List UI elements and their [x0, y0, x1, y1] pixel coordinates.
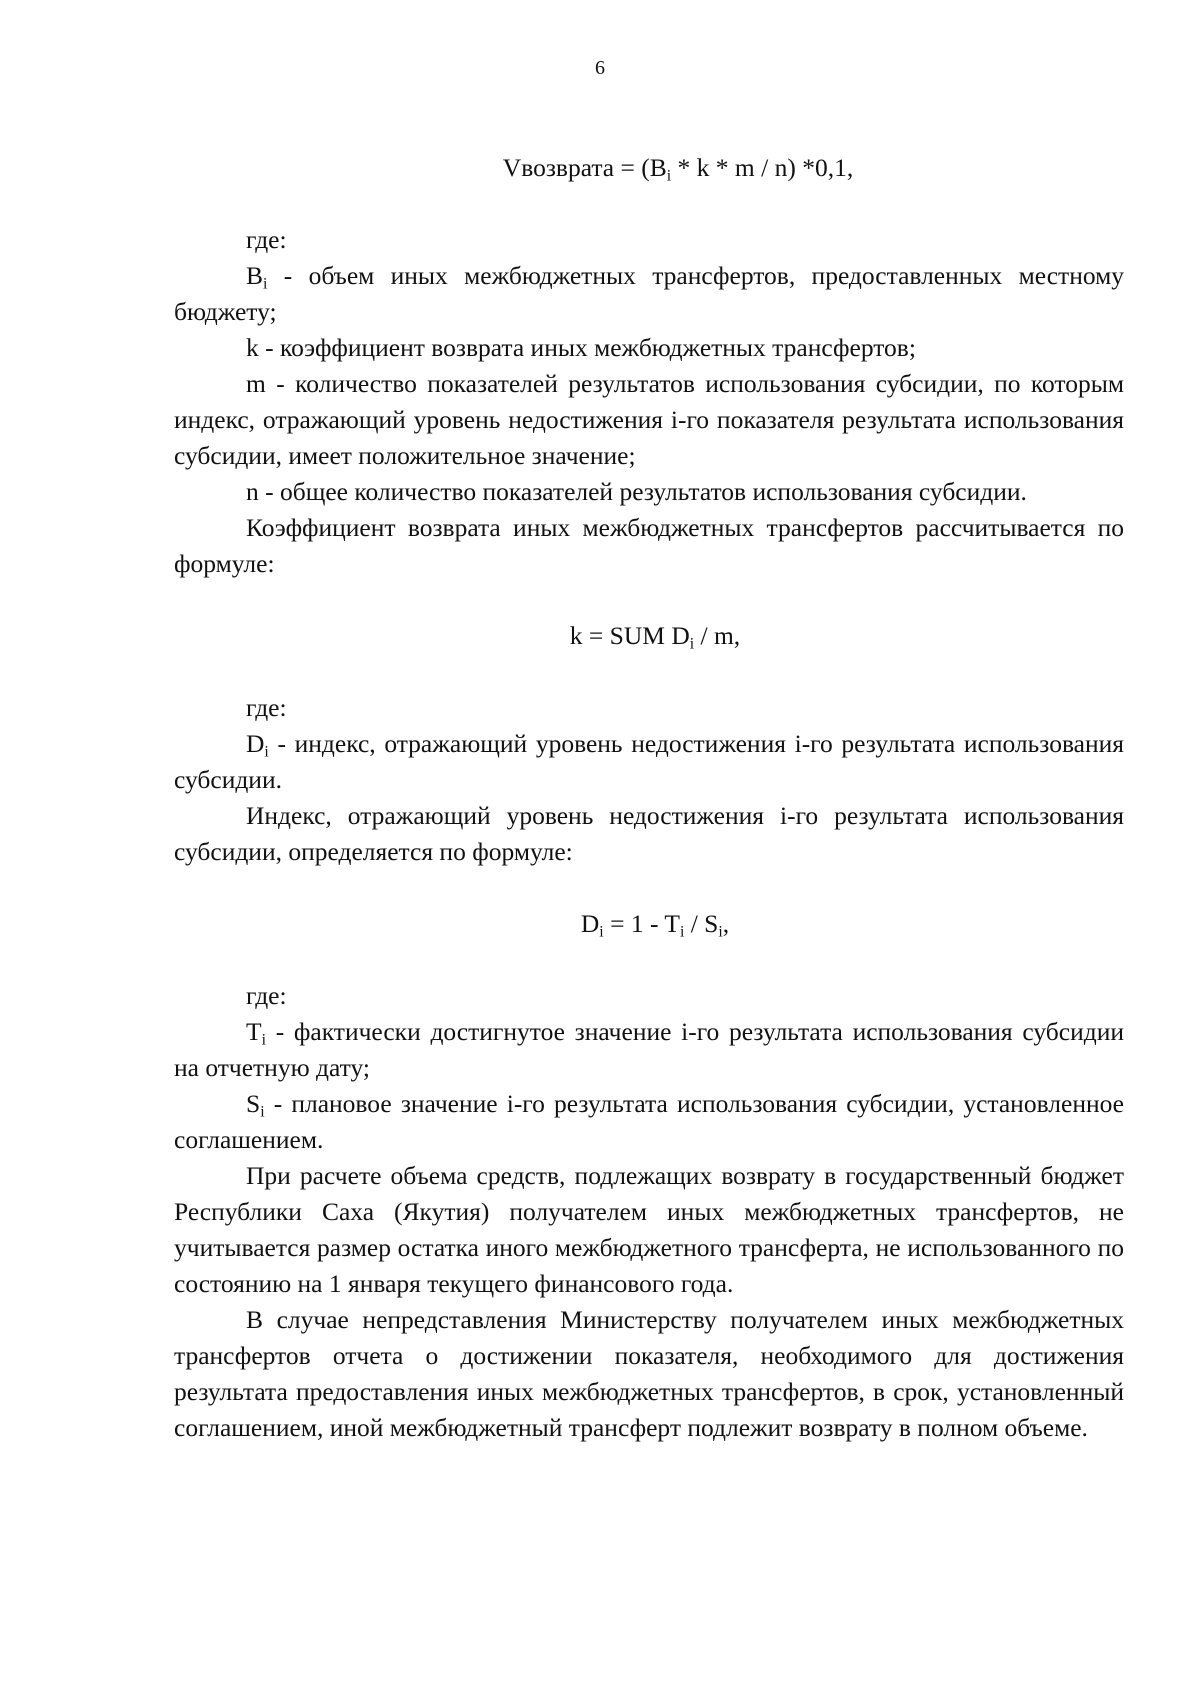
formula-index-sub-2: i — [679, 923, 685, 941]
formula-coefficient — [174, 618, 1124, 654]
spacer — [174, 870, 1124, 906]
formula-return-volume-right: * k * m / n) *0,1, — [671, 153, 854, 182]
definition-si-sub: i — [260, 1103, 265, 1121]
definition-m: m - количество показателей результатов использования субсидии, по которым индекс, отражающий уровень недостижения i-го показателя результата использования субсидии, имеет положительное значение; — [174, 369, 1124, 470]
definition-si-text: - плановое значение i-го результата использования субсидии, установленное соглашением. — [174, 1089, 1124, 1154]
formula-coefficient-left: k = SUM D — [569, 621, 690, 650]
paragraph-report: В случае непредставления Министерству получателем иных межбюджетных трансфертов отчета о достижении показателя, необходимого для достижения результата предоставления иных межбюджетных трансфертов, в срок, установленный соглашением, иной межбюджетный трансферт подлежит возврату в полном объеме. — [174, 1305, 1124, 1442]
formula-index-sub-1: i — [599, 923, 604, 941]
definition-si — [174, 1086, 1124, 1158]
definition-bi-text: - объем иных межбюджетных трансфертов, предоставленных местному бюджету; — [174, 261, 1124, 326]
formula-return-volume — [174, 150, 1124, 186]
definition-ti — [174, 1014, 1124, 1086]
definition-ti-text: - фактически достигнутое значение i-го результата использования субсидии на отчетную дату; — [174, 1017, 1124, 1082]
definition-di-sub: i — [264, 743, 269, 761]
formula-index-d: D — [580, 909, 600, 938]
formula-coefficient-sub: i — [689, 635, 695, 653]
definition-ti-sub: i — [261, 1031, 266, 1049]
page-number: 6 — [595, 57, 605, 79]
definition-k: k - коэффициент возврата иных межбюджетных трансфертов; — [246, 333, 916, 362]
paragraph-calculation: При расчете объема средств, подлежащих возврату в государственный бюджет Республики Саха (Якутия) получателем иных межбюджетных трансфертов, не учитывается размер остатка иного межбюджетного трансферта, не использованного по состоянию на 1 января текущего финансового года. — [174, 1161, 1124, 1298]
spacer — [174, 186, 1124, 222]
spacer — [174, 582, 1124, 618]
where-label-3: где: — [246, 981, 287, 1010]
formula-return-volume-left: Vвозврата = (B — [502, 153, 667, 182]
formula-index-mid: = 1 - T — [603, 909, 680, 938]
spacer — [174, 654, 1124, 690]
definition-n: n - общее количество показателей результатов использования субсидии. — [246, 477, 1027, 506]
definition-ti-symbol: T — [246, 1017, 262, 1046]
spacer — [174, 942, 1124, 978]
formula-index-sub-3: i — [718, 923, 723, 941]
definition-di-text: - индекс, отражающий уровень недостижения i-го результата использования субсидии. — [174, 729, 1124, 794]
definition-di-symbol: D — [246, 729, 265, 758]
formula-index-end: , — [722, 909, 730, 938]
where-label-1: где: — [246, 225, 287, 254]
formula-return-volume-sub: i — [666, 167, 672, 185]
definition-bi-symbol: B — [246, 261, 264, 290]
where-label-2: где: — [246, 693, 287, 722]
definition-di — [174, 726, 1124, 798]
formula-index — [174, 906, 1124, 942]
document-body — [174, 150, 1124, 1446]
formula-coefficient-right: / m, — [694, 621, 741, 650]
definition-bi-sub: i — [263, 275, 268, 293]
coefficient-intro: Коэффициент возврата иных межбюджетных трансфертов рассчитывается по формуле: — [174, 513, 1124, 578]
index-intro: Индекс, отражающий уровень недостижения i-го результата использования субсидии, определяется по формуле: — [174, 801, 1124, 866]
definition-bi — [174, 258, 1124, 330]
formula-index-slash: / S — [684, 909, 719, 938]
definition-si-symbol: S — [246, 1089, 261, 1118]
